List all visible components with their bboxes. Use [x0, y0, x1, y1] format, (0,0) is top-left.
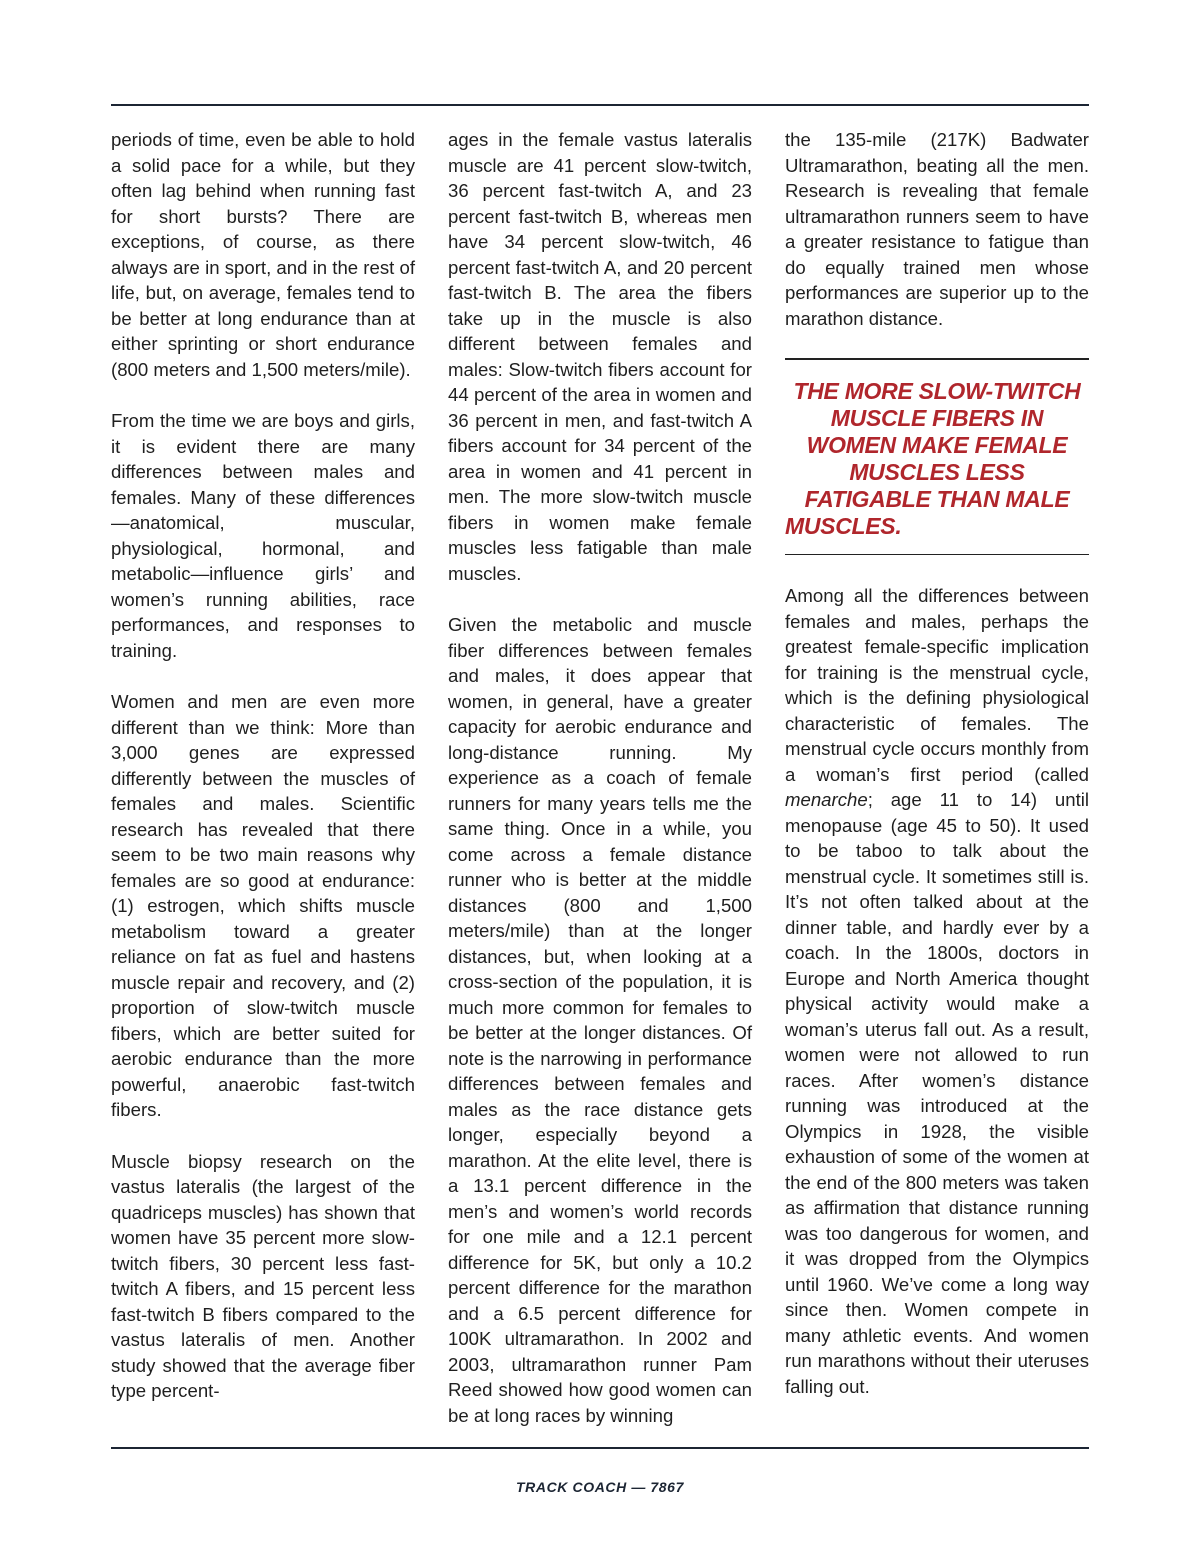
pullquote-bottom-rule	[785, 554, 1089, 556]
italic-term: menarche	[785, 789, 868, 810]
paragraph: Women and men are even more different than we think: More than 3,000 genes are expressed differently between the muscles of females and males. Scientific research has revealed that there seem to be two main reasons why females are so good at endurance: (1) estrogen, which shifts muscle metabolism toward a greater reliance on fat as fuel and hastens muscle repair and recovery, and (2) proportion of slow-twitch muscle fibers, which are better suited for aerobic endurance than the more powerful, anaerobic fast-twitch fibers.	[111, 691, 415, 1120]
column-1	[111, 127, 415, 1404]
paragraph-text: Among all the differences between females and males, perhaps the greatest female-specific implication for training is the menstrual cycle, which is the defining physiological characteristic of females. The menstrual cycle occurs monthly from a woman’s first period (called	[785, 585, 1089, 785]
paragraph: ages in the female vastus lateralis muscle are 41 percent slow-twitch, 36 percent fast-twitch A, and 23 percent fast-twitch B, whereas men have 34 percent slow-twitch, 46 percent fast-twitch A, and 20 percent fast-twitch B. The area the fibers take up in the muscle is also different between females and males: Slow-twitch fibers account for 44 percent of the area in women and 36 percent in men, and fast-twitch A fibers account for 34 percent of the area in women and 41 percent in men. The more slow-twitch muscle fibers in women make female muscles less fatigable than male muscles.	[448, 129, 752, 584]
column-2	[448, 127, 752, 1428]
page-footer: TRACK COACH — 7867	[516, 1479, 684, 1495]
pullquote-top-rule	[785, 358, 1089, 360]
paragraph: From the time we are boys and girls, it is evident there are many differences between males and females. Many of these differences—anatomical, muscular, physiological, hormonal, and metabolic—influence girls’ and women’s running abilities, race performances, and responses to training.	[111, 410, 415, 661]
bottom-rule	[111, 1447, 1089, 1449]
paragraph: Muscle biopsy research on the vastus lateralis (the largest of the quadriceps muscles) has shown that women have 35 percent more slow-twitch fibers, 30 percent less fast-twitch A fibers, and 15 percent less fast-twitch B fibers compared to the vastus lateralis of men. Another study showed that the average fiber type percent-	[111, 1150, 415, 1401]
pullquote: THE MORE SLOW-TWITCH MUSCLE FIBERS IN WOMEN MAKE FEMALE MUSCLES LESS FATIGABLE THAN MALE MUSCLES.	[785, 377, 1081, 539]
column-3	[785, 127, 1089, 1399]
paragraph: periods of time, even be able to hold a solid pace for a while, but they often lag behind when running fast for short bursts? There are exceptions, of course, as there always are in sport, and in the rest of life, but, on average, females tend to be better at long endurance than at either sprinting or short endurance (800 meters and 1,500 meters/mile).	[111, 129, 415, 380]
top-rule	[111, 104, 1089, 106]
paragraph: Given the metabolic and muscle fiber differences between females and males, it does appear that women, in general, have a greater capacity for aerobic endurance and long-distance running. My experience as a coach of female runners for many years tells me the same thing. Once in a while, you come across a female distance runner who is better at the middle distances (800 and 1,500 meters/mile) than at the longer distances, but, when looking at a cross-section of the population, it is much more common for females to be better at the longer distances. Of note is the narrowing in performance differences between females and males as the race distance gets longer, especially beyond a marathon. At the elite level, there is a 13.1 percent difference in the men’s and women’s world records for one mile and a 12.1 percent difference for 5K, but only a 10.2 percent difference for the marathon and a 6.5 percent difference for 100K ultramarathon. In 2002 and 2003, ultramarathon runner Pam Reed showed how good women can be at long races by winning	[448, 614, 752, 1426]
paragraph	[785, 583, 1089, 1399]
paragraph-text: ; age 11 to 14) until menopause (age 45 to 50). It used to be taboo to talk about the menstrual cycle. It sometimes still is. It’s not often talked about at the dinner table, and hardly ever by a coach. In the 1800s, doctors in Europe and North America thought physical activity would make a woman’s uterus fall out. As a result, women were not allowed to run races. After women’s distance running was introduced at the Olympics in 1928, the visible exhaustion of some of the women at the end of the 800 meters was taken as affirmation that distance running was too dangerous for women, and it was dropped from the Olympics until 1960. We’ve come a long way since then. Women compete in many athletic events. And women run marathons without their uteruses falling out.	[785, 789, 1089, 1397]
paragraph: the 135-mile (217K) Badwater Ultramarathon, beating all the men. Research is revealing that female ultramarathon runners seem to have a greater resistance to fatigue than do equally trained men whose performances are superior up to the marathon distance.	[785, 129, 1089, 329]
